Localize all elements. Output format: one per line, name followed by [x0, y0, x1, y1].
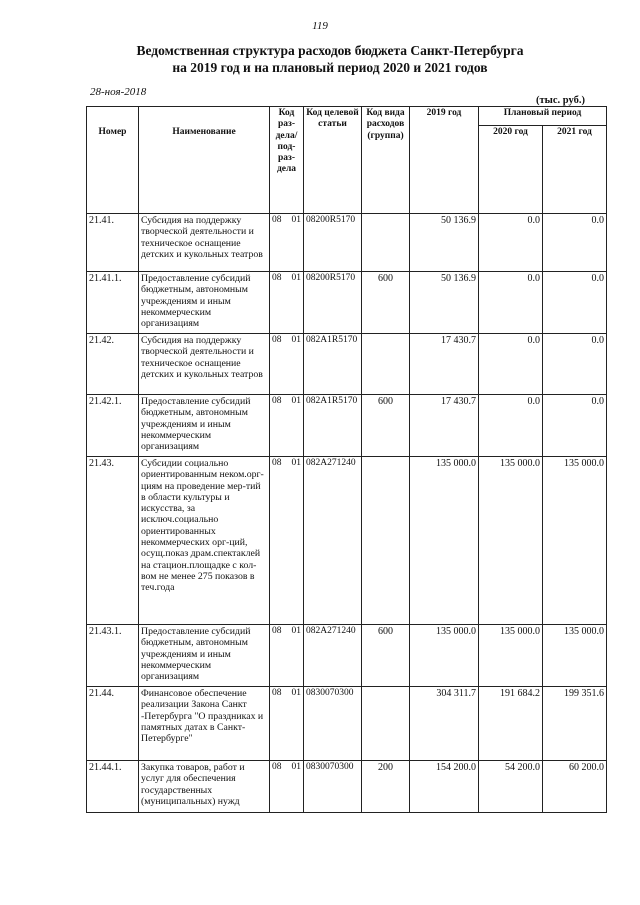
header-2019: 2019 год — [410, 107, 479, 214]
row-target: 08200R5170 — [304, 214, 362, 272]
row-number: 21.43. — [87, 457, 139, 625]
row-2019: 17 430.7 — [410, 334, 479, 395]
section-code: 08 — [272, 273, 282, 283]
row-name: Субсидии социально ориентированным неком.орг-циям на проведение мер-тий в области культуры и искусства, за исключ.социально ориентированных некоммерческих орг-ций, осущ.показ драм.спектаклей на стацион.площадке с кол-вом не менее 275 показов в теч.года — [139, 457, 270, 625]
table-row — [87, 272, 607, 334]
subsection-code: 01 — [291, 626, 301, 636]
table-row — [87, 687, 607, 761]
row-2020: 191 684.2 — [479, 687, 543, 761]
section-code: 08 — [272, 335, 282, 345]
row-target: 082A1R5170 — [304, 334, 362, 395]
section-code: 08 — [272, 688, 282, 698]
row-number: 21.41.1. — [87, 272, 139, 334]
header-2021: 2021 год — [543, 126, 607, 214]
row-2020: 54 200.0 — [479, 761, 543, 813]
header-section: Код раз- дела/ под- раз- дела — [270, 107, 304, 214]
subsection-code: 01 — [291, 215, 301, 225]
row-section — [270, 272, 304, 334]
header-expense-type: Код вида расходов (группа) — [362, 107, 410, 214]
row-name: Финансовое обеспечение реализации Закона Санкт -Петербурга "О праздниках и памятных датах в Санкт-Петербурге" — [139, 687, 270, 761]
row-target: 082A271240 — [304, 625, 362, 687]
row-2020: 0.0 — [479, 214, 543, 272]
row-2019: 135 000.0 — [410, 457, 479, 625]
row-name: Предоставление субсидий бюджетным, автономным учреждениям и иным некоммерческим организациям — [139, 625, 270, 687]
row-name: Закупка товаров, работ и услуг для обеспечения государственных (муниципальных) нужд — [139, 761, 270, 813]
row-expense-type: 600 — [362, 272, 410, 334]
document-date: 28-ноя-2018 — [90, 86, 147, 98]
row-section — [270, 214, 304, 272]
row-2021: 135 000.0 — [543, 625, 607, 687]
subsection-code: 01 — [291, 458, 301, 468]
table-row — [87, 457, 607, 625]
section-code: 08 — [272, 762, 282, 772]
row-2021: 199 351.6 — [543, 687, 607, 761]
row-2019: 304 311.7 — [410, 687, 479, 761]
row-expense-type: 200 — [362, 761, 410, 813]
row-2021: 0.0 — [543, 214, 607, 272]
row-2019: 154 200.0 — [410, 761, 479, 813]
header-2020: 2020 год — [479, 126, 543, 214]
row-2020: 0.0 — [479, 395, 543, 457]
header-planned-period: Плановый период — [479, 107, 607, 126]
row-2021: 0.0 — [543, 395, 607, 457]
row-2019: 135 000.0 — [410, 625, 479, 687]
header-target: Код целевой статьи — [304, 107, 362, 214]
title-line-2: на 2019 год и на плановый период 2020 и 2021 годов — [172, 60, 488, 75]
row-2021: 60 200.0 — [543, 761, 607, 813]
row-expense-type — [362, 687, 410, 761]
row-2020: 135 000.0 — [479, 457, 543, 625]
table-header — [87, 107, 607, 214]
document-title — [60, 42, 600, 76]
row-name: Субсидия на поддержку творческой деятельности и техническое оснащение детских и кукольных театров — [139, 214, 270, 272]
page-number: 119 — [312, 20, 328, 32]
row-target: 082A1R5170 — [304, 395, 362, 457]
row-target: 082A271240 — [304, 457, 362, 625]
row-expense-type — [362, 457, 410, 625]
table-row — [87, 625, 607, 687]
row-2020: 135 000.0 — [479, 625, 543, 687]
row-2019: 50 136.9 — [410, 214, 479, 272]
row-section — [270, 457, 304, 625]
row-expense-type: 600 — [362, 625, 410, 687]
row-number: 21.44. — [87, 687, 139, 761]
units-label: (тыс. руб.) — [536, 95, 585, 106]
table-row — [87, 214, 607, 272]
row-2021: 0.0 — [543, 334, 607, 395]
row-number: 21.44.1. — [87, 761, 139, 813]
row-number: 21.41. — [87, 214, 139, 272]
subsection-code: 01 — [291, 762, 301, 772]
row-2019: 17 430.7 — [410, 395, 479, 457]
title-line-1: Ведомственная структура расходов бюджета Санкт-Петербурга — [136, 43, 524, 58]
row-name: Предоставление субсидий бюджетным, автономным учреждениям и иным некоммерческим организациям — [139, 395, 270, 457]
header-number: Номер — [87, 107, 139, 214]
row-section — [270, 687, 304, 761]
row-2019: 50 136.9 — [410, 272, 479, 334]
row-number: 21.42.1. — [87, 395, 139, 457]
row-2021: 135 000.0 — [543, 457, 607, 625]
row-expense-type — [362, 214, 410, 272]
section-code: 08 — [272, 396, 282, 406]
subsection-code: 01 — [291, 335, 301, 345]
row-name: Предоставление субсидий бюджетным, автономным учреждениям и иным некоммерческим организациям — [139, 272, 270, 334]
row-2020: 0.0 — [479, 272, 543, 334]
row-2020: 0.0 — [479, 334, 543, 395]
budget-table — [86, 106, 607, 813]
subsection-code: 01 — [291, 273, 301, 283]
section-code: 08 — [272, 626, 282, 636]
row-expense-type: 600 — [362, 395, 410, 457]
subsection-code: 01 — [291, 688, 301, 698]
row-target: 08200R5170 — [304, 272, 362, 334]
table-row — [87, 334, 607, 395]
row-target: 0830070300 — [304, 761, 362, 813]
row-name: Субсидия на поддержку творческой деятельности и техническое оснащение детских и кукольных театров — [139, 334, 270, 395]
row-number: 21.42. — [87, 334, 139, 395]
table-body — [87, 214, 607, 813]
row-target: 0830070300 — [304, 687, 362, 761]
row-section — [270, 395, 304, 457]
section-code: 08 — [272, 458, 282, 468]
subsection-code: 01 — [291, 396, 301, 406]
row-section — [270, 334, 304, 395]
row-2021: 0.0 — [543, 272, 607, 334]
row-section — [270, 625, 304, 687]
section-code: 08 — [272, 215, 282, 225]
table-row — [87, 761, 607, 813]
row-number: 21.43.1. — [87, 625, 139, 687]
header-name: Наименование — [139, 107, 270, 214]
row-expense-type — [362, 334, 410, 395]
row-section — [270, 761, 304, 813]
table-row — [87, 395, 607, 457]
